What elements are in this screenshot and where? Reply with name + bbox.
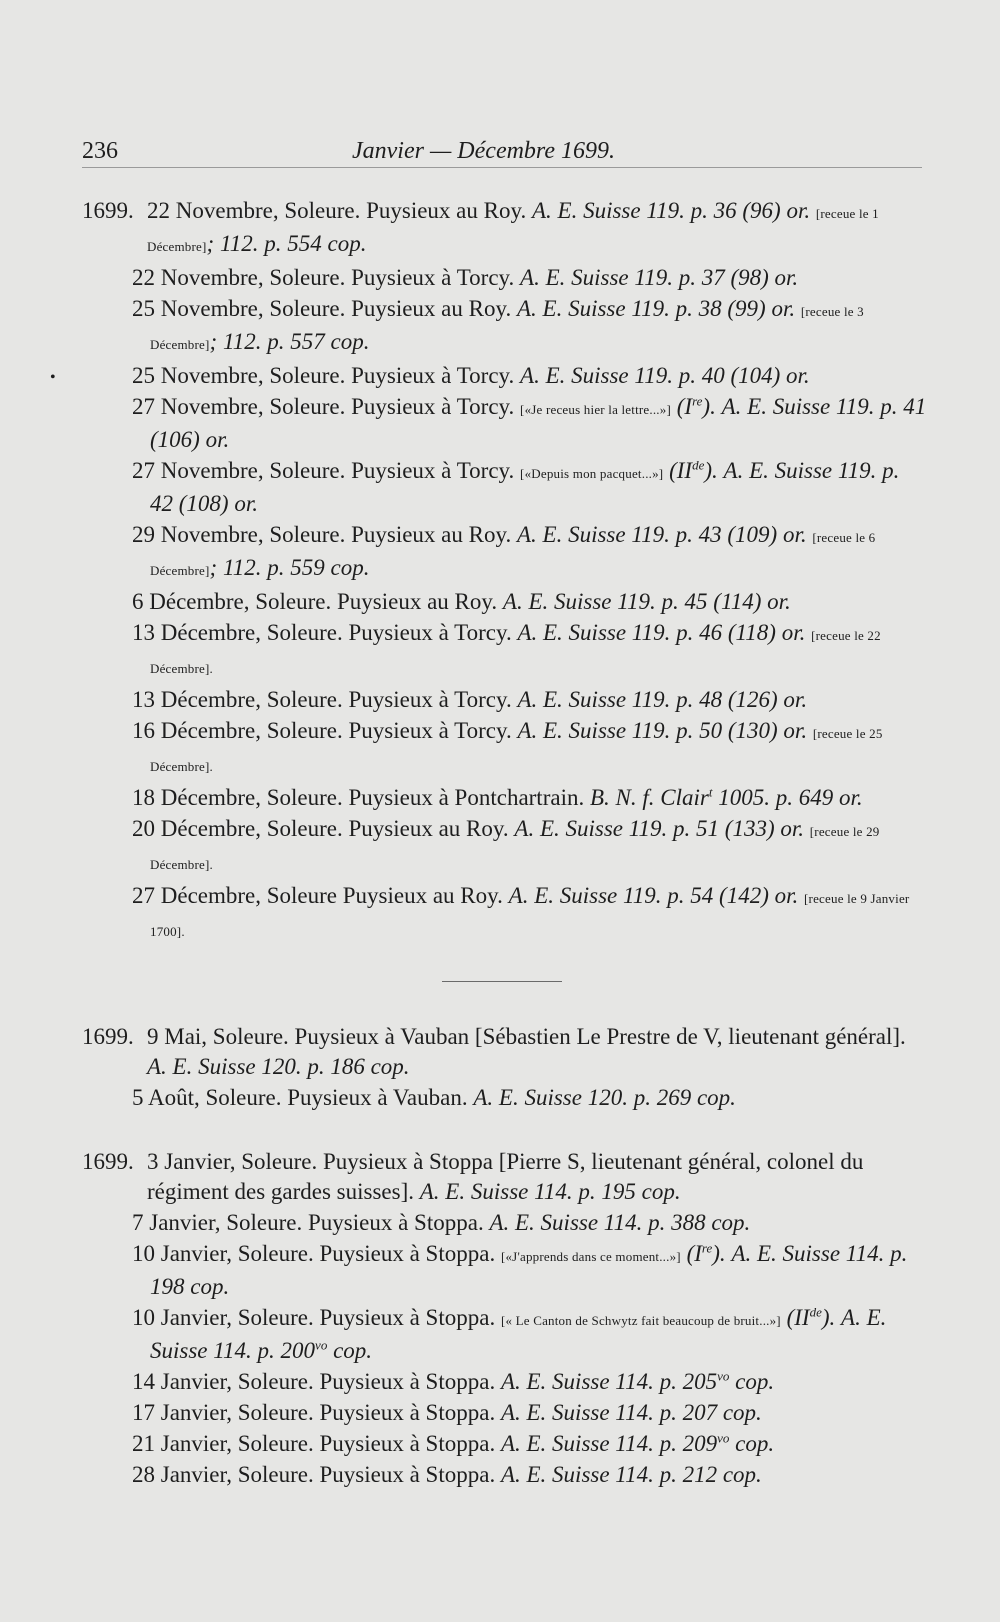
register-entry	[82, 392, 928, 455]
entry-heading: 20 Décembre, Soleure. Puysieux au Roy.	[132, 816, 509, 841]
archive-reference: A. E. Suisse 119. p. 41 (106) or.	[150, 394, 927, 452]
archive-reference: A. E. Suisse 119. p. 54 (142) or.	[508, 883, 799, 908]
receipt-note: [receue le 9 Janvier 1700].	[150, 891, 910, 939]
register-entry	[82, 618, 928, 684]
register-entry	[82, 881, 928, 947]
receipt-note: [receue le 6 Décembre]	[150, 530, 876, 578]
archive-reference: A. E. Suisse 114. p. 388 cop.	[489, 1210, 751, 1235]
entry-heading: 28 Janvier, Soleure. Puysieux à Stoppa.	[132, 1462, 496, 1487]
section-separator	[442, 981, 562, 982]
archive-reference: A. E. Suisse 114. p. 207 cop.	[500, 1400, 762, 1425]
entry-heading: 13 Décembre, Soleure. Puysieux à Torcy.	[132, 687, 512, 712]
ordinal-suffix: re	[692, 393, 703, 409]
archive-reference: A. E. Suisse 114. p. $205^{vo}$ cop.	[500, 1368, 775, 1394]
letter-ordinal: (IIde).	[669, 457, 718, 483]
archive-reference: A. E. Suisse 114. p. $200^{vo}$ cop.	[150, 1305, 887, 1363]
register-entry	[82, 1367, 928, 1397]
register-entry	[82, 685, 928, 715]
register-entry	[82, 456, 928, 519]
register-entry	[82, 1429, 928, 1459]
entry-heading: 13 Décembre, Soleure. Puysieux à Torcy.	[132, 620, 512, 645]
register-entry	[82, 1239, 928, 1302]
entry-group	[50, 196, 928, 947]
receipt-note: [receue le 22 Décembre].	[150, 628, 881, 676]
copy-reference: ; 112. p. 557 cop.	[209, 329, 370, 354]
entry-heading: 22 Novembre, Soleure. Puysieux au Roy.	[147, 198, 527, 223]
entry-heading: 10 Janvier, Soleure. Puysieux à Stoppa.	[132, 1305, 496, 1330]
reference-suffix: vo	[717, 1430, 730, 1446]
entry-heading: 22 Novembre, Soleure. Puysieux à Torcy.	[132, 265, 515, 290]
header-rule	[82, 167, 922, 168]
incipit-note: [«Depuis mon pacquet...»]	[520, 466, 664, 481]
entry-heading: 6 Décembre, Soleure. Puysieux au Roy.	[132, 589, 498, 614]
archive-reference: B. N. f. Clair$^t$ 1005. p. 649 or.	[589, 784, 863, 810]
incipit-note: [«J'apprends dans ce moment...»]	[500, 1249, 681, 1264]
entry-year: 1699.	[82, 1149, 134, 1174]
entry-heading: 18 Décembre, Soleure. Puysieux à Pontchartrain.	[132, 785, 585, 810]
archive-reference: A. E. Suisse 114. p. $209^{vo}$ cop.	[500, 1430, 775, 1456]
entry-heading: 27 Novembre, Soleure. Puysieux à Torcy.	[132, 394, 515, 419]
archive-reference: A. E. Suisse 119. p. 40 (104) or.	[520, 363, 810, 388]
receipt-note: [receue le 3 Décembre]	[150, 304, 864, 352]
archive-reference: A. E. Suisse 119. p. 46 (118) or.	[517, 620, 806, 645]
archive-reference: A. E. Suisse 114. p. 198 cop.	[150, 1241, 908, 1299]
entry-heading: 29 Novembre, Soleure. Puysieux au Roy.	[132, 522, 512, 547]
archive-reference: A. E. Suisse 119. p. 43 (109) or.	[516, 522, 807, 547]
copy-reference: ; 112. p. 559 cop.	[209, 555, 370, 580]
ordinal-suffix: re	[701, 1240, 713, 1256]
reference-suffix: vo	[315, 1337, 328, 1353]
archive-reference: A. E. Suisse 119. p. 48 (126) or.	[517, 687, 808, 712]
entry-heading: 9 Mai, Soleure. Puysieux à Vauban [Sébastien Le Prestre de V, lieutenant général].	[147, 1024, 906, 1049]
register-entry	[82, 716, 928, 782]
page-number: 236	[82, 138, 118, 164]
receipt-note: [receue le 1 Décembre]	[147, 206, 879, 254]
entry-year: 1699.	[82, 1024, 134, 1049]
register-entries	[50, 196, 928, 1524]
entry-heading: 21 Janvier, Soleure. Puysieux à Stoppa.	[132, 1431, 496, 1456]
register-entry: • 25 Novembre, Soleure. Puysieux à Torcy. A. E. Suisse 119. p. 40 (104) or.	[50, 363, 810, 388]
ordinal-suffix: de	[809, 1304, 822, 1320]
incipit-note: [« Le Canton de Schwytz fait beaucoup de bruit...»]	[500, 1313, 781, 1328]
register-entry	[82, 1303, 928, 1366]
register-entry	[82, 1083, 928, 1113]
receipt-note: [receue le 25 Décembre].	[150, 726, 883, 774]
reference-suffix: vo	[717, 1368, 730, 1384]
entry-heading: 3 Janvier, Soleure. Puysieux à Stoppa [Pierre S, lieutenant général, colonel du régiment des gardes suisses].	[147, 1149, 864, 1204]
archive-reference: A. E. Suisse 119. p. 37 (98) or.	[520, 265, 799, 290]
archive-reference: A. E. Suisse 119. p. 51 (133) or.	[514, 816, 805, 841]
register-entry	[82, 783, 928, 813]
register-entry	[82, 1022, 928, 1082]
entry-heading: 27 Novembre, Soleure. Puysieux à Torcy.	[132, 458, 515, 483]
page-header	[82, 138, 922, 174]
archive-reference: A. E. Suisse 119. p. 50 (130) or.	[517, 718, 808, 743]
entry-heading: 17 Janvier, Soleure. Puysieux à Stoppa.	[132, 1400, 496, 1425]
entry-heading: 25 Novembre, Soleure. Puysieux à Torcy.	[132, 363, 515, 388]
archive-reference: A. E. Suisse 120. p. 186 cop.	[147, 1054, 410, 1079]
incipit-note: [«Je receus hier la lettre...»]	[520, 402, 671, 417]
register-entry	[82, 1147, 928, 1207]
archive-reference: A. E. Suisse 114. p. 195 cop.	[419, 1179, 681, 1204]
archive-reference: A. E. Suisse 119. p. 38 (99) or.	[516, 296, 796, 321]
entry-heading: 16 Décembre, Soleure. Puysieux à Torcy.	[132, 718, 512, 743]
copy-reference: ; 112. p. 554 cop.	[206, 231, 367, 256]
register-entry	[82, 520, 928, 586]
letter-ordinal: (Ire).	[676, 393, 716, 419]
entry-year: 1699.	[82, 198, 134, 223]
letter-ordinal: (IIde).	[786, 1304, 836, 1330]
register-entry	[82, 263, 928, 293]
register-entry	[82, 814, 928, 880]
entry-heading: 27 Décembre, Soleure Puysieux au Roy.	[132, 883, 503, 908]
entry-heading: 5 Août, Soleure. Puysieux à Vauban.	[132, 1085, 468, 1110]
archive-reference: A. E. Suisse 119. p. 36 (96) or.	[531, 198, 811, 223]
entry-heading: 14 Janvier, Soleure. Puysieux à Stoppa.	[132, 1369, 496, 1394]
entry-heading: 25 Novembre, Soleure. Puysieux au Roy.	[132, 296, 512, 321]
entry-group	[82, 1147, 928, 1490]
archive-reference: A. E. Suisse 120. p. 269 cop.	[473, 1085, 736, 1110]
register-entry	[82, 587, 928, 617]
register-entry	[82, 1398, 928, 1428]
archive-reference: A. E. Suisse 114. p. 212 cop.	[500, 1462, 762, 1487]
letter-ordinal: (Ire).	[686, 1240, 726, 1266]
ordinal-suffix: de	[692, 457, 705, 473]
archive-reference: A. E. Suisse 119. p. 42 (108) or.	[150, 458, 900, 516]
register-entry	[82, 196, 928, 262]
entry-heading: 10 Janvier, Soleure. Puysieux à Stoppa.	[132, 1241, 496, 1266]
entry-heading: 7 Janvier, Soleure. Puysieux à Stoppa.	[132, 1210, 484, 1235]
reference-suffix: t	[708, 784, 713, 800]
register-entry	[82, 294, 928, 360]
register-entry	[82, 1460, 928, 1490]
entry-group	[82, 1022, 928, 1113]
archive-reference: A. E. Suisse 119. p. 45 (114) or.	[502, 589, 791, 614]
running-title: Janvier — Décembre 1699.	[352, 138, 616, 164]
receipt-note: [receue le 29 Décembre].	[150, 824, 880, 872]
register-entry	[82, 1208, 928, 1238]
